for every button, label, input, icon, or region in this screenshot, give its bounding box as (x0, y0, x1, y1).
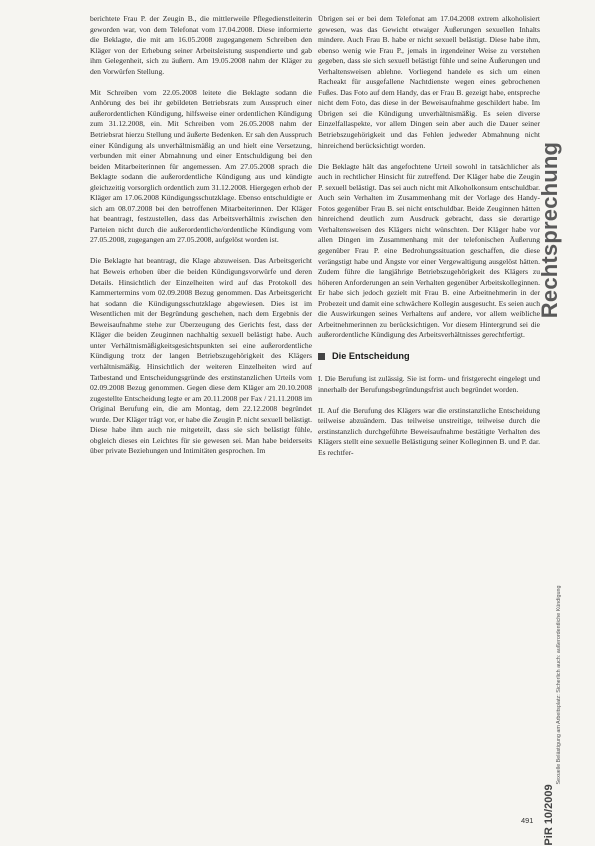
paragraph-right-1: Übrigen sei er bei dem Telefonat am 17.04.2008 extrem alkoholisiert gewesen, was das Gewicht etwaiger Äußerungen sexuellen Inhalts mindere. Auch Frau B. habe er nicht sexuell belästigt. Diese habe ihm, ebenso wenig wie Frau P., jemals in irgendeiner Weise zu verstehen gegeben, dass sie sich sexuell belästigt fühle und seine Äußerungen und Verhaltensweisen ablehne. Vorliegend handele es sich um einen Racheakt für ausgefallene Nachtdienste wegen eines gebrochenen Fußes. Das Foto auf dem Handy, das er Frau B. gezeigt habe, entspreche nicht dem Foto, das diese in der Beweisaufnahme geschildert habe. Im Übrigen sei die Kündigung unverhältnismäßig. Es seien diverse Einzelfallaspekte, vor allem Dingen sein aber auch die Dauer seiner Betriebszugehörigkeit und das Fehlen jedweder Abmahnung nicht hinreichend berücksichtigt worden. (318, 14, 540, 150)
journal-logo (541, 784, 557, 846)
paragraph-right-2: Die Beklagte hält das angefochtene Urteil sowohl in tatsächlicher als auch in rechtlicher Hinsicht für zutreffend. Der Kläger habe die Zeugin P. sexuell belästigt. Das sei auch nicht mit Alkoholkonsum entschuldbar. Auch sein Verhalten im Zusammenhang mit der Vorlage des Handy-Fotos gegenüber Frau B. sei nicht entschuldbar. Beide Zeuginnen hätten hinreichend deutlich zum Ausdruck gebracht, dass sie derartige Verhaltensweisen des Klägers nicht wünschten. Der Kläger habe vor allen Dingen im Zusammenhang mit der telefonischen Äußerung gegenüber Frau P. eine Bedrohungssituation geschaffen, die diese verängstigt habe und Ängste vor einer Vergewaltigung ausgelöst hätten. Zudem führe die langjährige Betriebszugehörigkeit des Klägers zu höheren Anforderungen an sein Verhalten gegenüber Arbeitskolleginnen. Er habe sich jedoch gezielt mit Frau B. eine Arbeitnehmerin in der Probezeit und damit eine schwächere Kollegin ausgesucht. Es seien auch die Auswirkungen seines Verhaltens auf andere, vor allem weibliche Arbeitnehmerinnen zu berücksichtigen. Vor diesem Hintergrund sei die außerordentliche Kündigung des Arbeitsverhältnisses gerechtfertigt. (318, 161, 540, 340)
rubric-label (536, 140, 564, 320)
sidebar-citation (552, 560, 566, 810)
paragraph-left-2: Mit Schreiben vom 22.05.2008 leitete die Beklagte sodann die Anhörung des bei ihr gebildeten Betriebsrats zum Ausspruch einer außerordentlichen Kündigung, hilfsweise einer ordentlichen Kündigung zum 31.12.2008, ein. Mit Schreiben vom 26.05.2008 nahm der Betriebsrat hierzu Stellung und äußerte Bedenken. Er sah den Ausspruch einer Kündigung als unverhältnismäßig an und hielt eine Versetzung, verbunden mit einer Abmahnung und einer Entschuldigung bei den beiden Mitarbeiterinnen für angemessen. Am 27.05.2008 sprach die Beklagte sodann die außerordentliche Kündigung aus und kündigte gleichzeitig vorsorglich ordentlich zum 31.12.2008. Hiergegen erhob der Kläger am 17.06.2008 Kündigungsschutzklage. Ebenso entschuldigte er sich am 08.07.2008 bei den betroffenen Mitarbeiterinnen. Der Kläger hat beantragt, festzustellen, dass das Arbeitsverhältnis zwischen den Parteien nicht durch die außerordentliche/ordentliche Kündigung vom 27.05.2008, zugegangen am 27.05.2008, aufgelöst worden ist. (90, 87, 312, 245)
left-column (90, 14, 312, 457)
page-number: 491 (521, 816, 534, 825)
section-heading (318, 351, 540, 362)
right-column (318, 14, 540, 458)
journal-logo-text: PiR 10/2009 (543, 784, 555, 846)
paragraph-right-3: I. Die Berufung ist zulässig. Sie ist form- und fristgerecht eingelegt und innerhalb der Berufungsbegründungsfrist auch begründet worden. (318, 373, 540, 394)
square-bullet-icon (318, 353, 325, 360)
rubric-text: Rechtsprechung (537, 141, 562, 319)
sidebar-citation-text: Sexuelle Belästigung am Arbeitsplatz: Sicherlich auch: außerordentliche Kündigung (556, 585, 562, 785)
paragraph-right-4: II. Auf die Berufung des Klägers war die erstinstanzliche Entscheidung teilweise abzuändern. Das teilweise unstreitige, teilweise durch die erstinstanzlich durchgeführte Beweisaufnahme bestätigte Verhalten des Klägers stellt eine sexuelle Belästigung seiner Kolleginnen B. und P. dar. Es rechtfer- (318, 405, 540, 457)
paragraph-left-3: Die Beklagte hat beantragt, die Klage abzuweisen. Das Arbeitsgericht hat Beweis erhoben über die beiden Kündigungsvorwürfe und deren Details. Hinsichtlich der Einzelheiten wird auf das Protokoll des Kammertermins vom 02.09.2008 Bezug genommen. Das Arbeitsgericht hat sodann die Kündigungsschutzklage abgewiesen. Dies ist im Wesentlichen mit der Begründung geschehen, nach dem Ergebnis der Beweisaufnahme stehe zur Überzeugung des Gerichts fest, dass der Kläger die beiden Zeuginnen nachhaltig sexuell belästigt habe. Auch unter Verhältnismäßigkeitsgesichtspunkten sei eine außerordentliche Kündigung trotz der langen Betriebszugehörigkeit des Klägers verhältnismäßig. Hinsichtlich der weiteren Einzelheiten wird auf Tatbestand und Entscheidungsgründe des erstinstanzlichen Urteils vom 02.09.2008 Bezug genommen. Gegen diese dem Kläger am 20.10.2008 zugestellte Entscheidung legte er am 20.11.2008 per Fax / 21.11.2008 im Original Berufung ein, die am Montag, dem 22.12.2008 begründet wurde. Der Kläger trägt vor, er habe die Zeugin P. nicht sexuell belästigt. Diese habe ihm auch nie mitgeteilt, dass sie sich belästigt fühle, obgleich dieses ein Leichtes für sie gewesen sei. Man habe beiderseits über private Beziehungen und Intimitäten gesprochen. Im (90, 256, 312, 456)
paragraph-left-1: berichtete Frau P. der Zeugin B., die mittlerweile Pflegedienstleiterin geworden war, von dem Telefonat vom 17.04.2008. Diese informierte die Beklagte, die mit am 16.05.2008 zugegangenem Schreiben den Kläger von der Erhebung seiner Arbeitsleistung suspendierte und gab ihm Gelegenheit, sich zu äußern. Am 19.05.2008 nahm der Kläger zu den Vorwürfen Stellung. (90, 14, 312, 76)
section-heading-text: Die Entscheidung (332, 351, 410, 362)
